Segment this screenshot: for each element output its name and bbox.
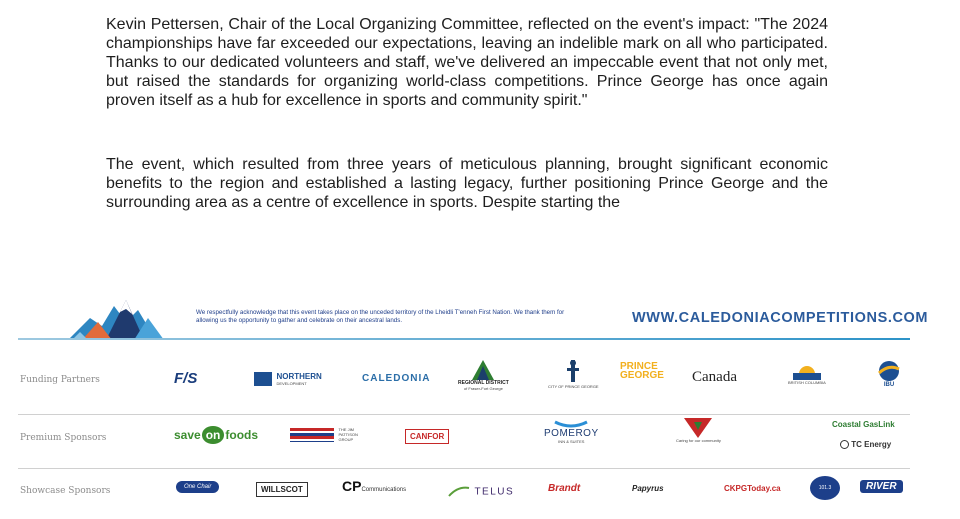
jim-pattison-text: THE JIM PATTISON GROUP [338, 427, 358, 443]
ckpg-today-logo: CKPGToday.ca [724, 484, 781, 493]
save-on-badge: on [202, 426, 225, 444]
sponsor-footer [0, 290, 960, 519]
row-divider [18, 468, 910, 469]
telus-text: TELUS [474, 486, 515, 498]
crest-icon [563, 358, 583, 384]
caledonia-logo: CALEDONIA [362, 373, 431, 384]
cp-communications-text: Communications [361, 487, 407, 493]
save-on-foods-logo [174, 426, 258, 444]
regional-district-logo [458, 360, 509, 391]
canada-wordmark: Canada [692, 369, 737, 385]
radio-badge-logo: 101.3 [810, 476, 840, 500]
ibu-globe-icon [874, 360, 904, 382]
british-columbia-text: BRITISH COLUMBIA [788, 380, 826, 385]
brandt-logo: Brandt [548, 483, 581, 494]
coastal-gaslink-logo: Coastal GasLink [832, 420, 895, 429]
foods-text: foods [225, 428, 259, 442]
northern-mark-icon [254, 372, 272, 386]
land-acknowledgement: We respectfully acknowledge that this event takes place on the unceded territory of the Lheidli T'enneh First Nation. We thank them for allowing us the opportunity to gather and celebrate on their ancestral lands. [196, 309, 565, 324]
footer-divider [18, 338, 910, 340]
regional-district-sub-text: of Fraser-Fort George [463, 386, 503, 391]
ibu-text: IBU [883, 382, 895, 388]
website-url[interactable]: WWW.CALEDONIACOMPETITIONS.COM [632, 310, 929, 326]
telus-logo [448, 483, 514, 501]
tree-icon [468, 360, 498, 380]
telus-leaf-icon [448, 486, 470, 498]
pomeroy-text: POMEROY [544, 428, 599, 439]
tc-energy-text: TC Energy [851, 440, 892, 449]
river-logo: RIVER [860, 480, 903, 493]
event-paragraph: The event, which resulted from three years of meticulous planning, brought significant economic benefits to the region and established a lasting legacy, further positioning Prince George and the surrounding area as a centre of excellence in sports. Despite starting the [106, 156, 828, 211]
tc-energy-icon [840, 440, 849, 449]
papyrus-logo: Papyrus [632, 484, 664, 493]
jim-pattison-logo [290, 426, 364, 444]
regional-district-text: REGIONAL DISTRICT [458, 380, 509, 386]
premium-sponsors-label: Premium Sponsors [20, 433, 107, 443]
cp-mark: CP [342, 478, 362, 494]
willscot-logo: WILLSCOT [256, 482, 308, 497]
quote-paragraph: Kevin Pettersen, Chair of the Local Organizing Committee, reflected on the event's impact: "The 2024 championships have far exceeded our expectations, leaving an indelible mark on all who participated. Thanks to our dedicated volunteers and staff, we've delivered an impeccable event that not only met, but raised the standards for organizing world-class competitions. Prince George has once again proven itself as a hub for excellence in sports and community spirit." [106, 16, 828, 109]
prince-george-logo: PRINCE GEORGE [620, 361, 664, 381]
triangle-icon [684, 418, 712, 438]
northern-development-logo [254, 370, 322, 388]
pomeroy-sub-text: INN & SUITES [558, 439, 585, 444]
tc-energy-logo [840, 440, 891, 449]
one-chair-logo: One Chair [176, 481, 219, 493]
fis-logo: F/S [174, 370, 198, 387]
cp-communications-logo [342, 478, 406, 496]
pomeroy-swoosh-icon [553, 418, 589, 428]
pomeroy-logo [544, 418, 599, 444]
canfor-logo: CANFOR [405, 429, 449, 444]
funding-partners-label: Funding Partners [20, 375, 100, 385]
canadian-tire-text: Caring for our community [676, 438, 721, 443]
row-divider [18, 414, 910, 415]
northern-text: NORTHERN [276, 371, 322, 381]
bc-sun-icon [793, 360, 821, 380]
canadian-tire-logo [676, 418, 721, 443]
city-prince-george-text: CITY OF PRINCE GEORGE [548, 384, 599, 389]
save-on-text: save [174, 428, 201, 442]
city-prince-george-logo [548, 358, 599, 389]
british-columbia-logo [788, 360, 826, 385]
northern-sub-text: DEVELOPMENT [276, 380, 307, 386]
pattison-stripes-icon [290, 428, 334, 442]
showcase-sponsors-label: Showcase Sponsors [20, 486, 111, 496]
mountains-logo [68, 292, 168, 342]
ibu-logo [874, 360, 904, 388]
